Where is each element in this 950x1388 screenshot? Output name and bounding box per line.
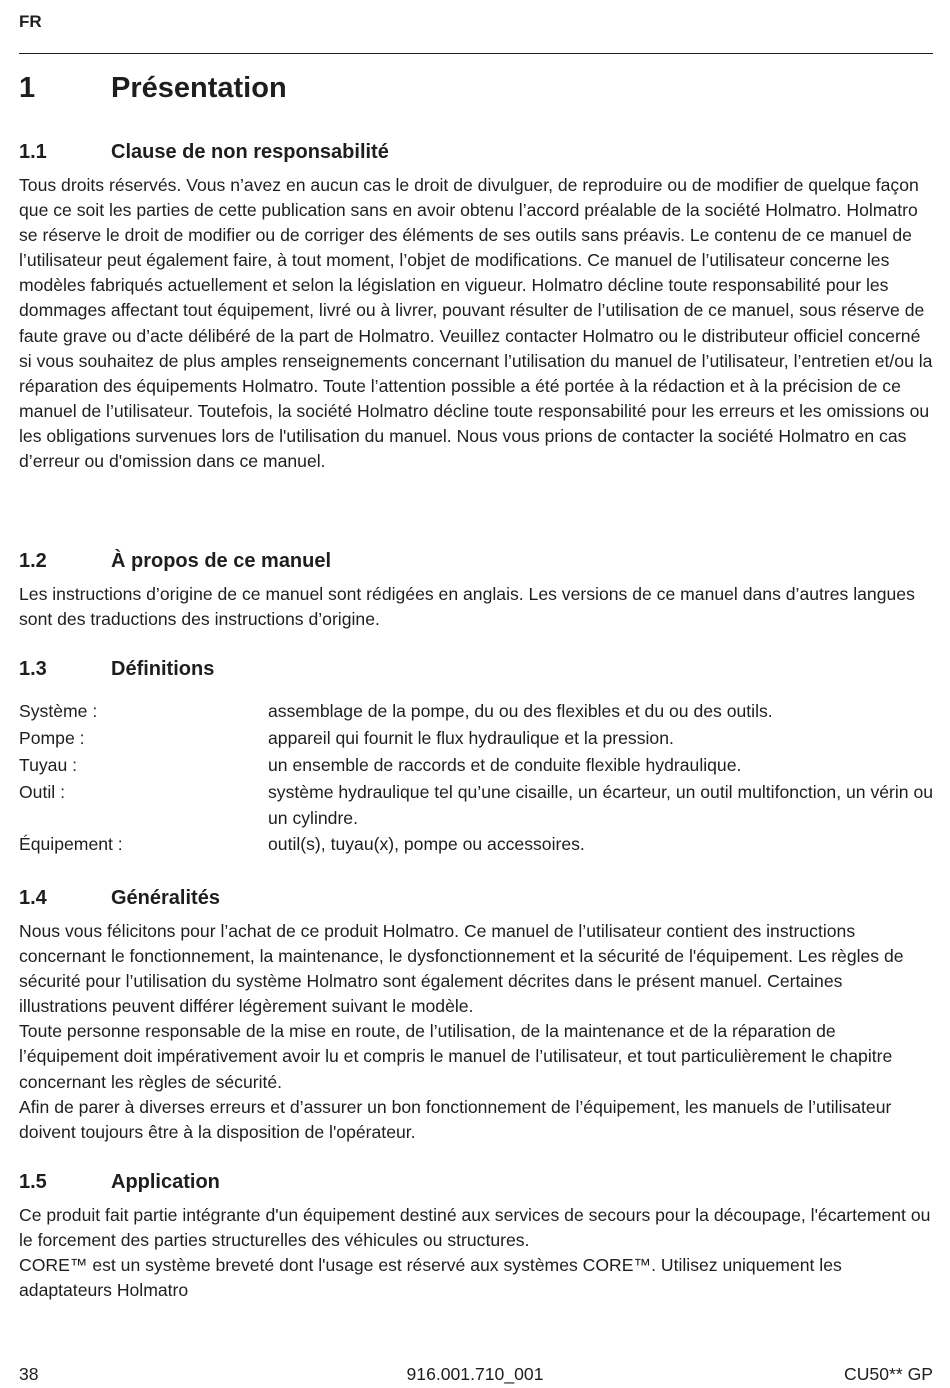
- definition-term: Tuyau :: [19, 755, 78, 775]
- paragraph: Nous vous félicitons pour l’achat de ce produit Holmatro. Ce manuel de l’utilisateur contient des instructions concernant le fonctionnement, la maintenance, le dysfonctionnement et la sécurité de l'équipement. Les règles de sécurité pour l’utilisation du système Holmatro sont également décrites dans le présent manuel. Certaines illustrations peuvent différer légèrement suivant le modèle.: [19, 921, 904, 1017]
- section-title: Application: [111, 1171, 220, 1193]
- definitions-list: [19, 698, 935, 858]
- definition-row: [19, 779, 935, 831]
- header-rule: [19, 53, 933, 54]
- section-title: Clause de non responsabilité: [111, 141, 389, 163]
- section-number: 1.2: [19, 550, 47, 572]
- document-code: 916.001.710_001: [406, 1364, 544, 1384]
- section-number: 1.3: [19, 658, 47, 680]
- model-code: CU50** GP: [844, 1364, 933, 1384]
- definition-term: Système :: [19, 701, 98, 721]
- chapter-title: Présentation: [111, 72, 287, 104]
- section-heading-1-3: [19, 658, 214, 681]
- definition-row: [19, 698, 935, 725]
- definition-row: [19, 831, 935, 858]
- definition-term: Pompe :: [19, 728, 85, 748]
- section-number: 1.4: [19, 887, 47, 909]
- section-heading-1-5: [19, 1171, 220, 1194]
- paragraph: Afin de parer à diverses erreurs et d’assurer un bon fonctionnement de l’équipement, les manuels de l’utilisateur doivent toujours être à la disposition de l'opérateur.: [19, 1096, 892, 1142]
- language-label: FR: [19, 12, 42, 31]
- section-title: À propos de ce manuel: [111, 550, 332, 572]
- definition-description: un ensemble de raccords et de conduite flexible hydraulique.: [268, 755, 742, 775]
- section-title: Définitions: [111, 658, 215, 680]
- definition-description: système hydraulique tel qu’une cisaille, un écarteur, un outil multifonction, un vérin ou un cylindre.: [268, 782, 934, 828]
- paragraph: Ce produit fait partie intégrante d'un équipement destiné aux services de secours pour la découpage, l'écartement ou le forcement des parties structurelles des véhicules ou structures.: [19, 1205, 931, 1251]
- paragraph: Tous droits réservés. Vous n’avez en aucun cas le droit de divulguer, de reproduire ou de modifier de quelque façon que ce soit les parties de cette publication sans en avoir obtenu l’accord préalable de la société Holmatro. Holmatro se réserve le droit de modifier ou de corriger des éléments de ses outils sans préavis. Le contenu de ce manuel de l’utilisateur peut également faire, à tout moment, l’objet de modifications. Ce manuel de l’utilisateur concerne les modèles fabriqués actuellement et selon la législation en vigueur. Holmatro décline toute responsabilité pour les dommages affectant tout équipement, livré ou à livrer, pouvant résulter de l’utilisation de ce manuel, sous réserve de faute grave ou d’acte délibéré de la part de Holmatro. Veuillez contacter Holmatro ou le distributeur officiel concerné si vous souhaitez de plus amples renseignements concernant l’utilisation du manuel de l’utilisateur, l’entretien et/ou la réparation des équipements Holmatro. Toute l’attention possible a été portée à la rédaction et à la précision de ce manuel de l’utilisateur. Toutefois, la société Holmatro décline toute responsabilité pour les erreurs et les omissions ou les obligations survenues lors de l'utilisation du manuel. Nous vous prions de contacter la société Holmatro en cas d’erreur ou d'omission dans ce manuel.: [19, 175, 933, 472]
- paragraph: CORE™ est un système breveté dont l'usage est réservé aux systèmes CORE™. Utilisez uniquement les adaptateurs Holmatro: [19, 1255, 842, 1301]
- definition-term: Équipement :: [19, 834, 123, 854]
- definition-description: appareil qui fournit le flux hydraulique et la pression.: [268, 728, 674, 748]
- chapter-number: 1: [19, 72, 36, 104]
- paragraph: Toute personne responsable de la mise en route, de l’utilisation, de la maintenance et de la réparation de l’équipement doit impérativement avoir lu et compris le manuel de l’utilisateur, et tout particulièrement le chapitre concernant les règles de sécurité.: [19, 1021, 893, 1092]
- page-number: 38: [19, 1364, 39, 1384]
- section-title: Généralités: [111, 887, 220, 909]
- section-body-1-4: [19, 919, 935, 1145]
- section-heading-1-2: [19, 550, 331, 573]
- definition-row: [19, 725, 935, 752]
- paragraph: Les instructions d’origine de ce manuel sont rédigées en anglais. Les versions de ce manuel dans d’autres langues sont des traductions des instructions d’origine.: [19, 584, 915, 630]
- definition-row: [19, 752, 935, 779]
- definition-description: assemblage de la pompe, du ou des flexibles et du ou des outils.: [268, 701, 773, 721]
- section-number: 1.5: [19, 1171, 47, 1193]
- chapter-heading: [19, 72, 287, 105]
- section-body-1-5: [19, 1203, 935, 1303]
- section-heading-1-4: [19, 887, 220, 910]
- definition-term: Outil :: [19, 782, 65, 802]
- section-number: 1.1: [19, 141, 47, 163]
- section-body-1-2: [19, 582, 935, 632]
- definition-description: outil(s), tuyau(x), pompe ou accessoires.: [268, 834, 585, 854]
- section-heading-1-1: [19, 141, 389, 164]
- section-body-1-1: [19, 173, 935, 474]
